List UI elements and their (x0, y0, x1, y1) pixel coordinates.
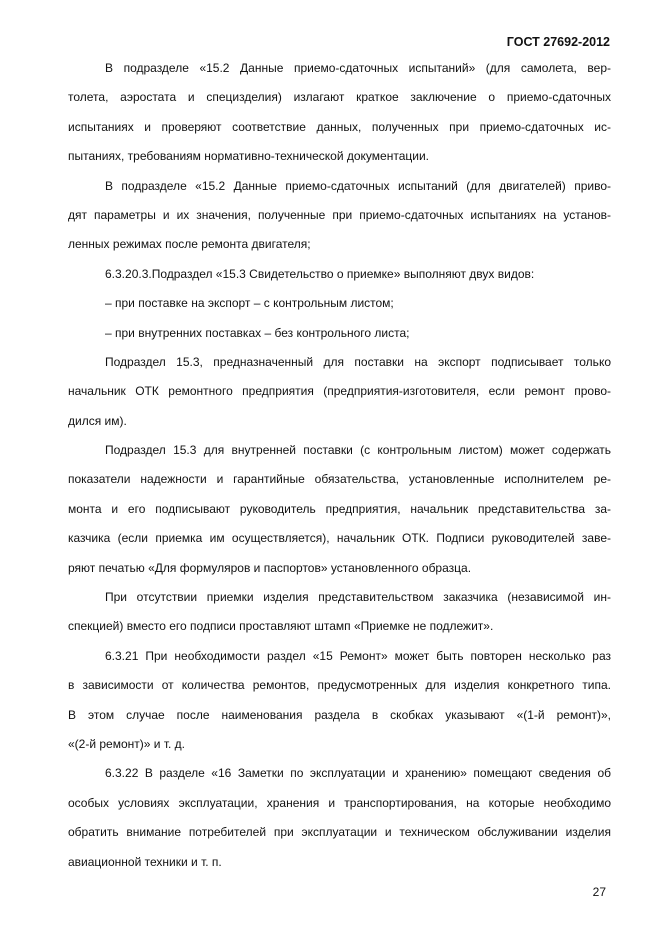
text-line: 6.3.21 При необходимости раздел «15 Ремонт» может быть повторен несколько раз (105, 648, 611, 663)
text-line: монта и его подписывают руководитель предприятия, начальник представительства за- (68, 501, 611, 516)
text-line: дят параметры и их значения, полученные при приемо-сдаточных испытаниях на установ- (68, 207, 611, 222)
text-line: в зависимости от количества ремонтов, предусмотренных для изделия конкретного типа. (68, 678, 611, 693)
text-line: толета, аэростата и специзделия) излагают краткое заключение о приемо-сдаточных (68, 90, 611, 105)
text-line: казчика (если приемка им осуществляется), начальник ОТК. Подписи руководителей заве- (68, 531, 611, 546)
text-line: В этом случае после наименования раздела в скобках указывают «(1-й ремонт)», (68, 707, 611, 722)
text-line: В подразделе «15.2 Данные приемо-сдаточных испытаний» (для самолета, вер- (105, 61, 611, 75)
text-line: обратить внимание потребителей при эксплуатации и техническом обслуживании изделия (68, 825, 611, 840)
text-line: испытаниях и проверяют соответствие данных, полученных при приемо-сдаточных ис- (68, 119, 611, 134)
document-header-standard: ГОСТ 27692-2012 (506, 35, 610, 49)
text-line: – при внутренних поставках – без контрольного листа; (105, 325, 410, 340)
text-line: пытаниях, требованиям нормативно-технической документации. (68, 149, 429, 164)
text-line: особых условиях эксплуатации, хранения и транспортирования, на которые необходимо (68, 795, 611, 810)
text-line: 6.3.20.3.Подраздел «15.3 Свидетельство о приемке» выполняют двух видов: (105, 266, 535, 281)
text-line: 6.3.22 В разделе «16 Заметки по эксплуатации и хранению» помещают сведения об (105, 766, 611, 781)
text-line: Подраздел 15.3, предназначенный для поставки на экспорт подписывает только (105, 354, 611, 369)
text-line: начальник ОТК ремонтного предприятия (предприятия-изготовителя, если ремонт прово- (68, 384, 611, 399)
text-line: При отсутствии приемки изделия представительством заказчика (независимой ин- (105, 590, 611, 605)
text-line: спекцией) вместо его подписи проставляют штамп «Приемке не подлежит». (68, 619, 494, 634)
text-line: В подразделе «15.2 Данные приемо-сдаточных испытаний (для двигателей) приво- (105, 178, 611, 193)
text-line: ленных режимах после ремонта двигателя; (68, 237, 311, 252)
text-line: авиационной техники и т. п. (68, 854, 222, 869)
text-line: – при поставке на экспорт – с контрольным листом; (105, 296, 394, 311)
text-line: ряют печатью «Для формуляров и паспортов» установленного образца. (68, 560, 472, 575)
text-line: «(2-й ремонт)» и т. д. (68, 736, 185, 751)
document-body (68, 54, 611, 877)
page-number: 27 (592, 885, 606, 899)
text-line: Подраздел 15.3 для внутренней поставки (с контрольным листом) может содержать (105, 443, 611, 458)
text-line: дился им). (68, 413, 127, 428)
text-line: показатели надежности и гарантийные обязательства, установленные исполнителем ре- (68, 472, 611, 487)
